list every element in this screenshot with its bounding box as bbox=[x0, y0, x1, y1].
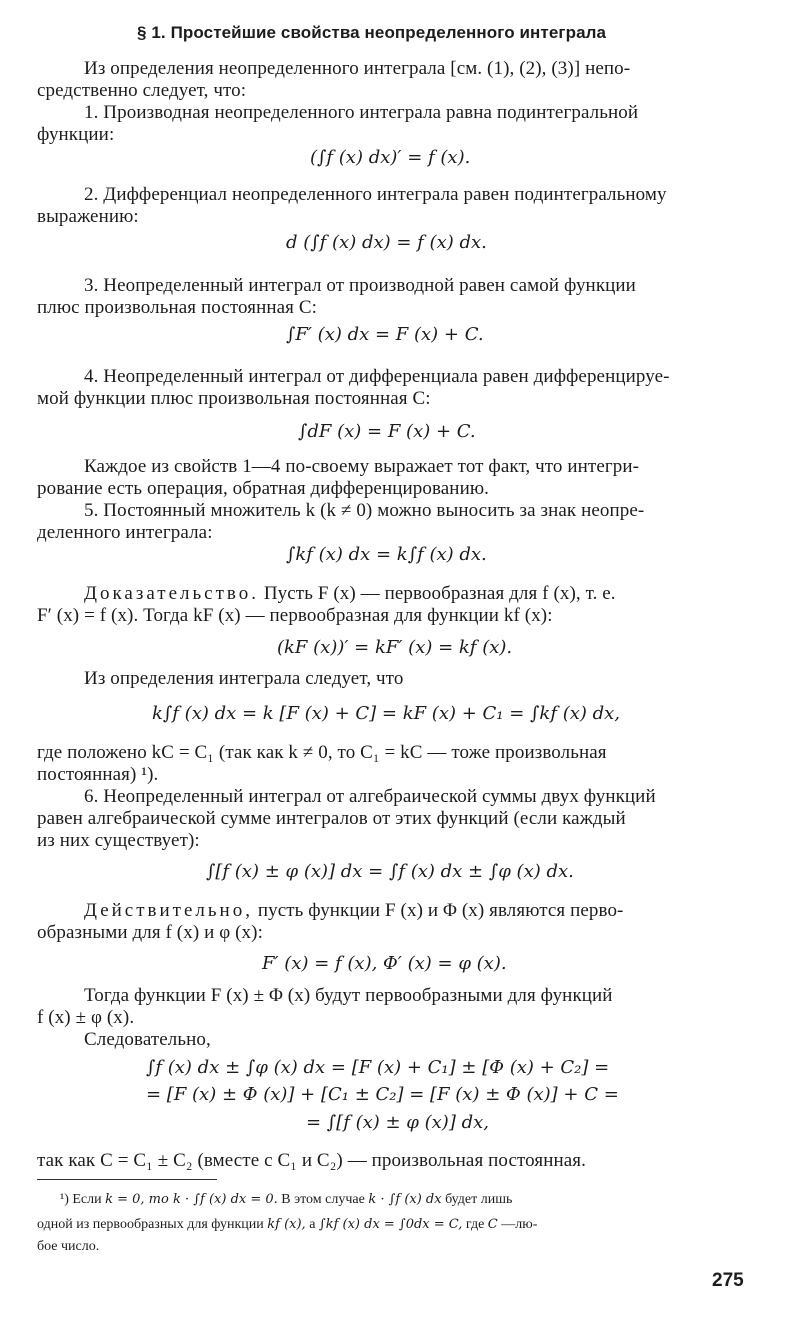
indeed-text: пусть функции F (x) и Φ (x) являются перво- bbox=[252, 900, 624, 921]
property-4-line-2: мой функции плюс произвольная постоянная C: bbox=[37, 388, 431, 409]
indeed-line-2: образными для f (x) и φ (x): bbox=[37, 922, 263, 943]
formula-10-line-2: = [F (x) ± Φ (x)] + [C₁ ± C₂] = [F (x) ± Φ (x)] + C = bbox=[146, 1084, 619, 1105]
footnote-text: а bbox=[305, 1217, 319, 1232]
property-6-line-3: из них существует): bbox=[37, 830, 200, 851]
footnote-formula: kf (x), bbox=[267, 1217, 306, 1232]
formula-10-line-3: = ∫[f (x) ± φ (x)] dx, bbox=[306, 1112, 489, 1133]
footnote-text: одной из первообразных для функции bbox=[37, 1217, 268, 1232]
then-line-2: f (x) ± φ (x). bbox=[37, 1007, 135, 1028]
therefore-line: Следовательно, bbox=[84, 1029, 211, 1050]
footnote-text: —лю- bbox=[497, 1217, 538, 1232]
proof-line-2: F′ (x) = f (x). Тогда kF (x) — первообразная для функции kf (x): bbox=[37, 605, 553, 626]
property-1-line-1: 1. Производная неопределенного интеграла равна подинтегральной bbox=[84, 102, 639, 123]
formula-1: (∫f (x) dx)′ = f (x). bbox=[310, 147, 471, 168]
formula-5: ∫kf (x) dx = k∫f (x) dx. bbox=[286, 544, 487, 565]
definition-line: Из определения интеграла следует, что bbox=[84, 668, 404, 689]
footnote-divider bbox=[37, 1179, 217, 1180]
property-2-line-1: 2. Дифференциал неопределенного интеграла равен подинтегральному bbox=[84, 184, 667, 205]
section-heading: § 1. Простейшие свойства неопределенного интеграла bbox=[137, 23, 607, 42]
footnote-formula: ∫kf (x) dx = ∫0dx = C, bbox=[318, 1217, 463, 1232]
footnote-line-2 bbox=[37, 1216, 537, 1234]
remark-line-2: рование есть операция, обратная дифференцированию. bbox=[37, 478, 489, 499]
property-6-line-2: равен алгебраической сумме интегралов от этих функций (если каждый bbox=[37, 808, 626, 829]
footnote-text: В этом случае bbox=[277, 1192, 369, 1207]
formula-7: k∫f (x) dx = k [F (x) + C] = kF (x) + C₁ = ∫kf (x) dx, bbox=[152, 703, 621, 724]
footnote-formula: k = 0, то k · ∫f (x) dx = 0. bbox=[105, 1192, 278, 1207]
footnote-line-3: бое число. bbox=[37, 1239, 100, 1254]
property-2-line-2: выражению: bbox=[37, 206, 139, 227]
formula-6: (kF (x))′ = kF′ (x) = kf (x). bbox=[277, 637, 513, 658]
proof-word: Доказательство. bbox=[84, 583, 259, 604]
property-1-line-2: функции: bbox=[37, 124, 115, 145]
property-5-line-1: 5. Постоянный множитель k (k ≠ 0) можно выносить за знак неопре- bbox=[84, 500, 645, 521]
since-line: так как C = C₁ ± C₂ (вместе с C₁ и C₂) — произвольная постоянная. bbox=[37, 1150, 586, 1171]
indeed-word: Действительно, bbox=[84, 900, 253, 921]
footnote-formula: k · ∫f (x) dx bbox=[368, 1192, 442, 1207]
footnote-text: ¹) Если bbox=[60, 1192, 102, 1207]
formula-8: ∫[f (x) ± φ (x)] dx = ∫f (x) dx ± ∫φ (x) dx. bbox=[206, 861, 574, 882]
formula-3: ∫F′ (x) dx = F (x) + C. bbox=[286, 324, 484, 345]
remark-line-1: Каждое из свойств 1—4 по-своему выражает тот факт, что интегри- bbox=[84, 456, 640, 477]
formula-4: ∫dF (x) = F (x) + C. bbox=[298, 421, 476, 442]
property-4-line-1: 4. Неопределенный интеграл от дифференциала равен дифференцируе- bbox=[84, 366, 670, 387]
indeed-line-1 bbox=[84, 900, 623, 922]
then-line-1: Тогда функции F (x) ± Φ (x) будут первообразными для функций bbox=[84, 985, 613, 1006]
formula-2: d (∫f (x) dx) = f (x) dx. bbox=[286, 232, 487, 253]
where-line-2: постоянная) ¹). bbox=[37, 764, 159, 785]
footnote-line-1 bbox=[60, 1191, 512, 1209]
intro-line-1: Из определения неопределенного интеграла [см. (1), (2), (3)] непо- bbox=[84, 58, 631, 79]
footnote-text: будет лишь bbox=[441, 1192, 513, 1207]
where-line-1: где положено kC = C₁ (так как k ≠ 0, то C₁ = kC — тоже произвольная bbox=[37, 742, 607, 763]
property-5-line-2: деленного интеграла: bbox=[37, 522, 213, 543]
footnote-formula: C bbox=[487, 1217, 498, 1232]
proof-text: Пусть F (x) — первообразная для f (x), т. е. bbox=[259, 583, 616, 604]
proof-line-1 bbox=[84, 583, 616, 605]
formula-9: F′ (x) = f (x), Φ′ (x) = φ (x). bbox=[262, 953, 507, 974]
property-3-line-1: 3. Неопределенный интеграл от производной равен самой функции bbox=[84, 275, 636, 296]
property-3-line-2: плюс произвольная постоянная C: bbox=[37, 297, 318, 318]
footnote-text: где bbox=[462, 1217, 488, 1232]
page-number: 275 bbox=[712, 1270, 744, 1291]
intro-line-2: средственно следует, что: bbox=[37, 80, 247, 101]
formula-10-line-1: ∫f (x) dx ± ∫φ (x) dx = [F (x) + C₁] ± [Φ (x) + C₂] = bbox=[146, 1057, 610, 1078]
property-6-line-1: 6. Неопределенный интеграл от алгебраической суммы двух функций bbox=[84, 786, 656, 807]
